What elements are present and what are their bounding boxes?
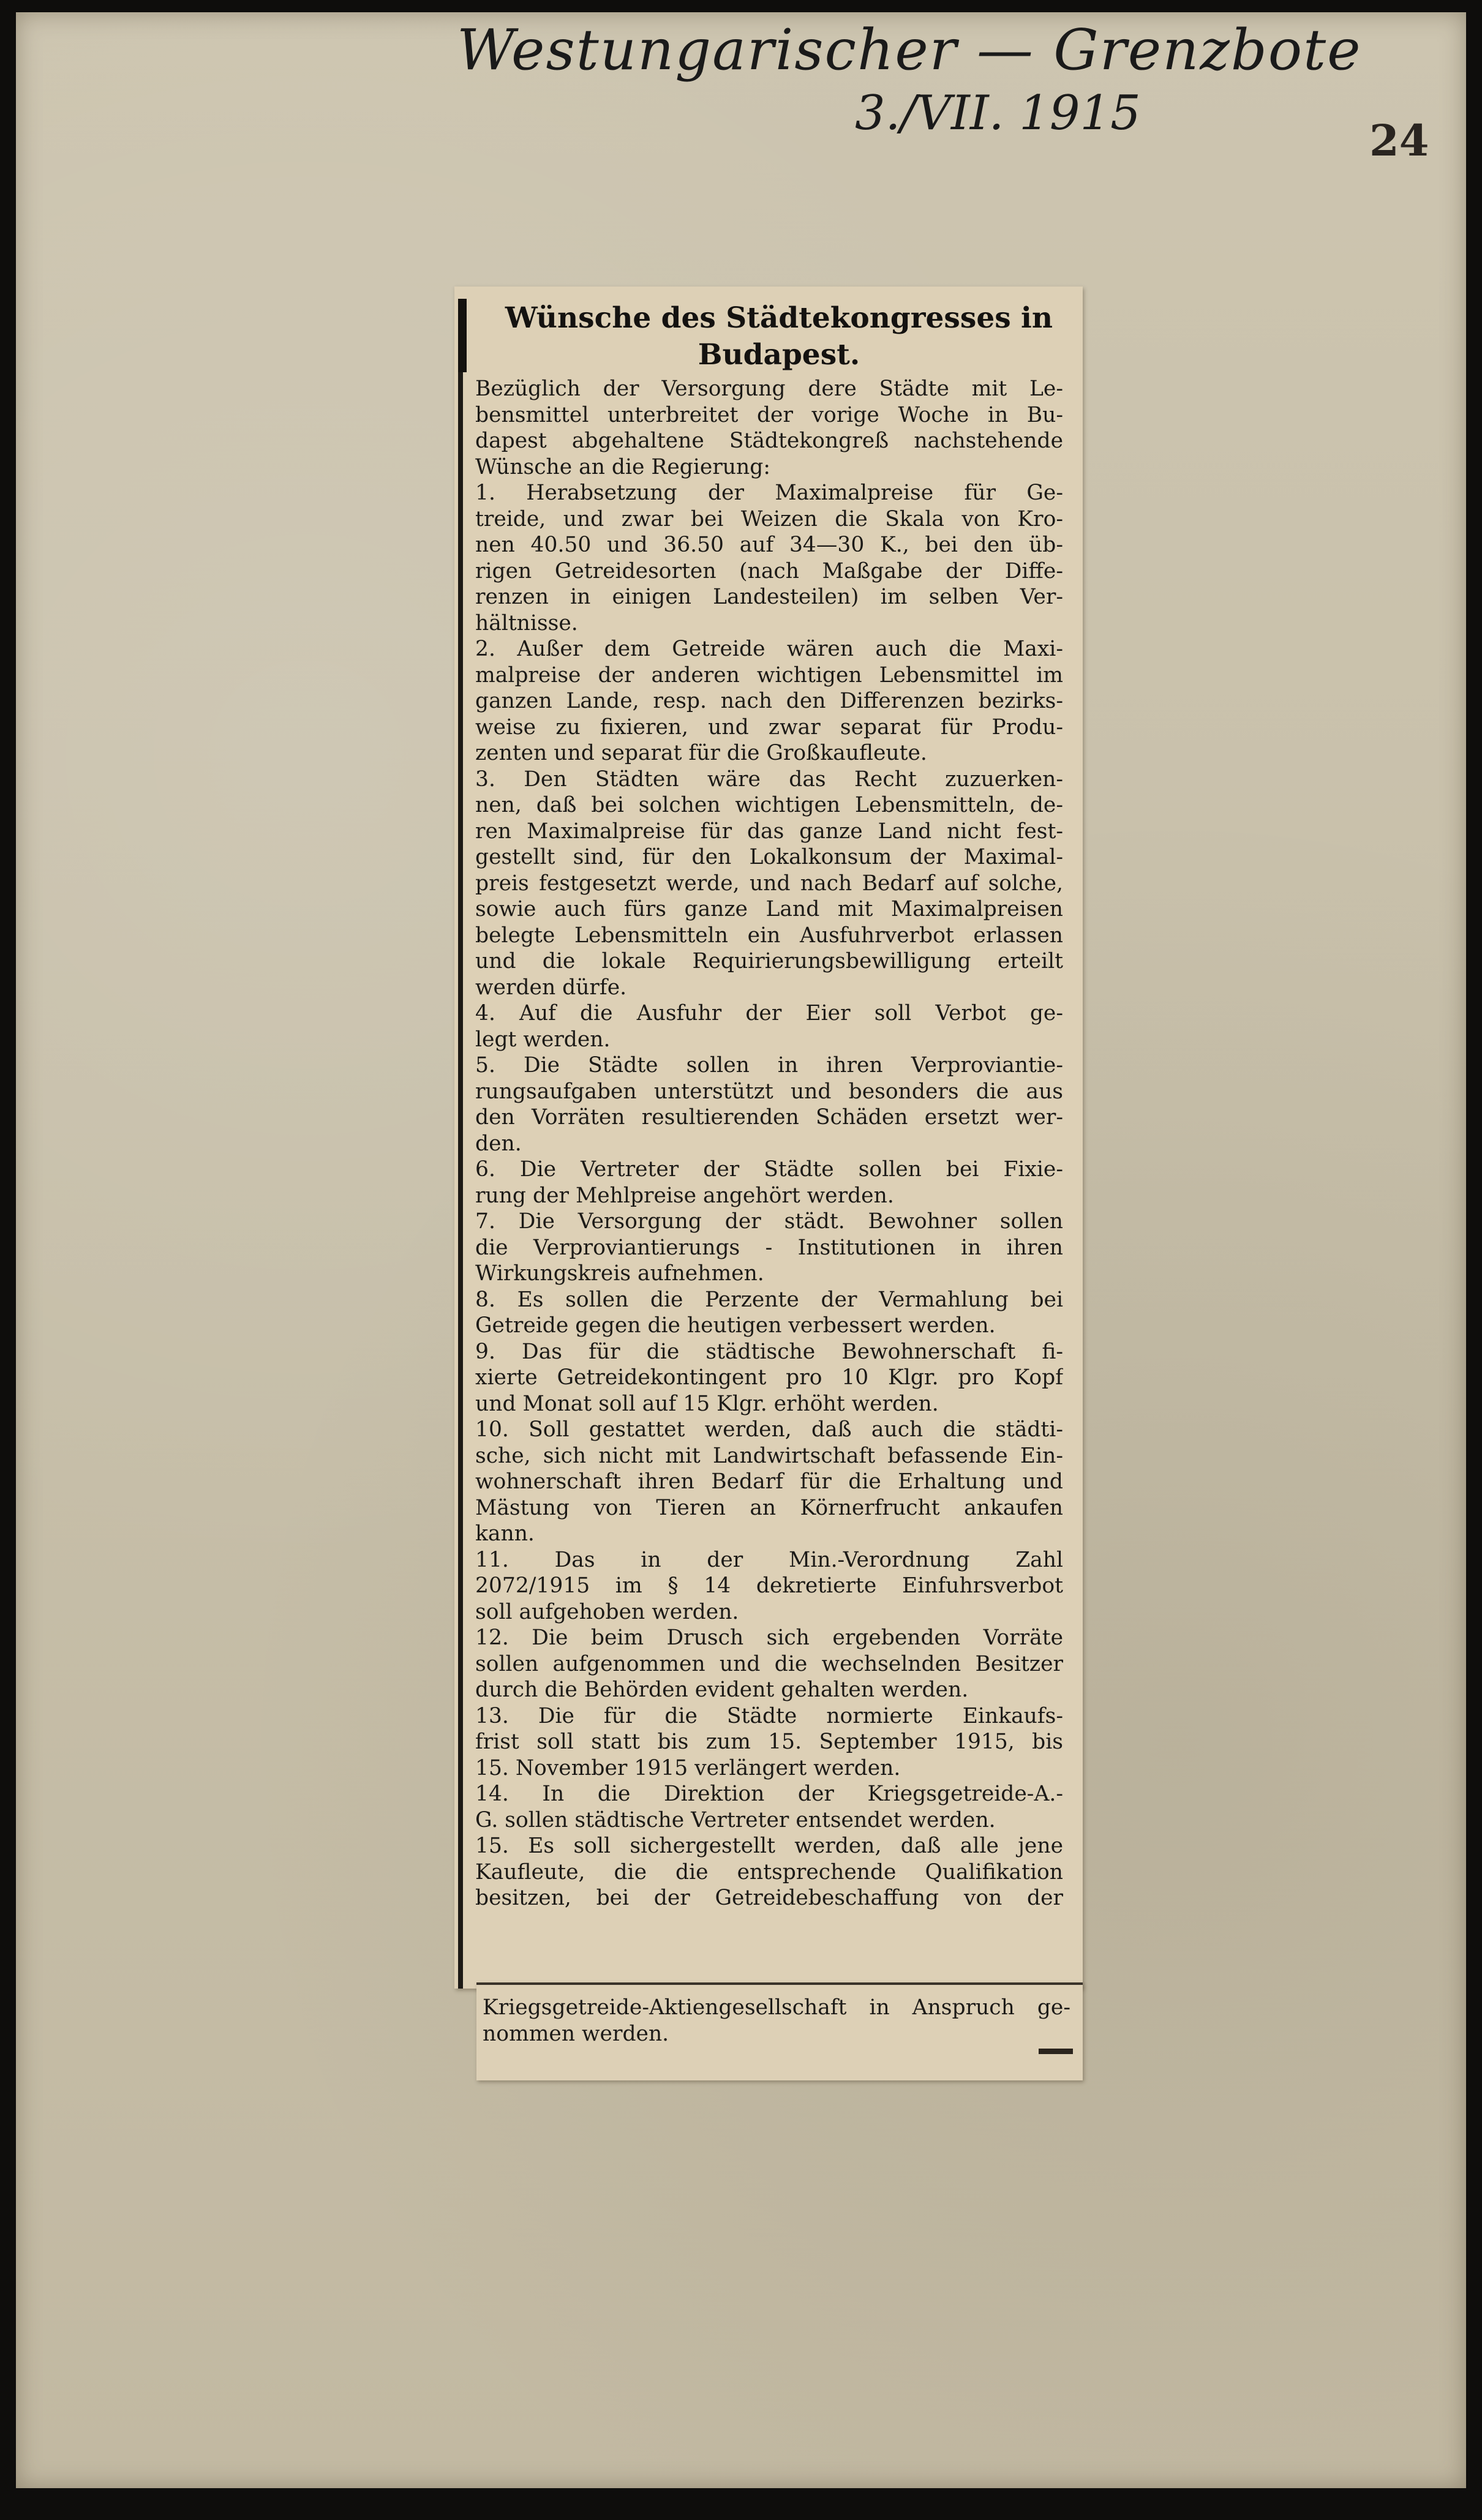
text-line: gestellt sind, für den Lokalkonsum der Maximal- <box>475 845 1063 869</box>
handwritten-title: Westungarischer — Grenzbote <box>457 17 1362 83</box>
text-line: kann. <box>475 1521 535 1546</box>
text-line: den Vorräten resultierenden Schäden ersetzt wer- <box>475 1105 1063 1130</box>
text-line: die Verproviantierungs - Institutionen in ihren <box>475 1235 1063 1260</box>
text-line: malpreise der anderen wichtigen Lebensmittel im <box>475 662 1063 688</box>
text-line: belegte Lebensmitteln ein Ausfuhrverbot erlassen <box>475 923 1063 948</box>
text-line: Getreide gegen die heutigen verbessert werden. <box>475 1313 996 1338</box>
text-line: 7. Die Versorgung der städt. Bewohner sollen <box>475 1209 1063 1234</box>
text-line: Kriegsgetreide-Aktiengesellschaft in Anspruch ge- <box>483 1995 1070 2020</box>
text-line: 13. Die für die Städte normierte Einkaufs- <box>475 1703 1063 1728</box>
text-line: nommen werden. <box>483 2021 669 2046</box>
text-line: xierte Getreidekontingent pro 10 Klgr. pro Kopf <box>475 1365 1063 1390</box>
clipping-edge-mark <box>458 299 467 372</box>
text-line: rungsaufgaben unterstützt und besonders die aus <box>475 1079 1063 1104</box>
ink-mark <box>1039 2049 1073 2054</box>
text-line: nen, daß bei solchen wichtigen Lebensmitteln, de- <box>475 793 1063 817</box>
text-line: renzen in einigen Landesteilen) im selben Ver- <box>475 585 1063 609</box>
text-line: 8. Es sollen die Perzente der Vermahlung bei <box>475 1287 1063 1312</box>
continuation-body <box>483 1995 1070 2047</box>
text-line: sollen aufgenommen und die wechselnden Besitzer <box>475 1651 1063 1676</box>
text-line: durch die Behörden evident gehalten werden. <box>475 1678 969 1702</box>
text-line: Bezüglich der Versorgung dere Städte mit Le- <box>475 377 1063 401</box>
text-line: weise zu fixieren, und zwar separat für Produ- <box>475 714 1063 740</box>
text-line: frist soll statt bis zum 15. September 1915, bis <box>475 1730 1063 1754</box>
text-line: 2072/1915 im § 14 dekretierte Einfuhrsverbot <box>475 1573 1063 1598</box>
text-line: sche, sich nicht mit Landwirtschaft befassende Ein- <box>475 1443 1063 1468</box>
text-line: 15. Es soll sichergestellt werden, daß alle jene <box>475 1834 1063 1858</box>
text-line: sowie auch fürs ganze Land mit Maximalpreisen <box>475 897 1063 921</box>
handwritten-date: 3./VII. 1915 <box>855 86 1141 141</box>
text-line: ren Maximalpreise für das ganze Land nicht fest- <box>475 819 1063 844</box>
text-line: G. sollen städtische Vertreter entsendet werden. <box>475 1807 996 1832</box>
clipping-edge-rule <box>458 299 463 1989</box>
text-line: Mästung von Tieren an Körnerfrucht ankaufen <box>475 1495 1063 1520</box>
text-line: 4. Auf die Ausfuhr der Eier soll Verbot ge- <box>475 1001 1063 1026</box>
clipping-continuation <box>476 1982 1083 2080</box>
text-line: 12. Die beim Drusch sich ergebenden Vorräte <box>475 1626 1063 1650</box>
continuation-rule <box>476 1982 1083 1985</box>
text-line: Kaufleute, die die entsprechende Qualifikation <box>475 1859 1063 1884</box>
text-line: nen 40.50 und 36.50 auf 34—30 K., bei den üb- <box>475 533 1063 557</box>
text-line: 2. Außer dem Getreide wären auch die Maxi- <box>475 637 1063 661</box>
headline-line: Wünsche des Städtekongresses in <box>505 301 1053 335</box>
text-line: 11. Das in der Min.-Verordnung Zahl <box>475 1547 1063 1572</box>
text-line: ganzen Lande, resp. nach den Differenzen bezirks- <box>475 689 1063 713</box>
page-number: 24 <box>1369 115 1429 166</box>
text-line: Wirkungskreis aufnehmen. <box>475 1261 764 1286</box>
text-line: und Monat soll auf 15 Klgr. erhöht werden. <box>475 1391 939 1416</box>
text-line: besitzen, bei der Getreidebeschaffung von der <box>475 1886 1063 1910</box>
text-line: den. <box>475 1131 522 1156</box>
text-line: treide, und zwar bei Weizen die Skala von Kro- <box>475 506 1063 531</box>
text-line: rigen Getreidesorten (nach Maßgabe der Diffe- <box>475 558 1063 583</box>
headline-line: Budapest. <box>698 338 860 372</box>
text-line: wohnerschaft ihren Bedarf für die Erhaltung und <box>475 1469 1063 1494</box>
text-line: 10. Soll gestattet werden, daß auch die städti- <box>475 1417 1063 1442</box>
text-line: dapest abgehaltene Städtekongreß nachstehende <box>475 429 1063 453</box>
text-line: und die lokale Requirierungsbewilligung erteilt <box>475 949 1063 973</box>
text-line: rung der Mehlpreise angehört werden. <box>475 1183 894 1208</box>
text-line: 14. In die Direktion der Kriegsgetreide-A.- <box>475 1782 1063 1806</box>
text-line: 1. Herabsetzung der Maximalpreise für Ge- <box>475 481 1063 505</box>
newspaper-clipping <box>454 287 1083 1989</box>
text-line: zenten und separat für die Großkaufleute. <box>475 741 927 765</box>
text-line: soll aufgehoben werden. <box>475 1599 739 1624</box>
text-line: 9. Das für die städtische Bewohnerschaft fi- <box>475 1339 1063 1364</box>
text-line: preis festgesetzt werde, und nach Bedarf auf solche, <box>475 871 1063 896</box>
text-line: bensmittel unterbreitet der vorige Woche in Bu- <box>475 402 1063 427</box>
text-line: 6. Die Vertreter der Städte sollen bei Fixie- <box>475 1157 1063 1182</box>
text-line: 5. Die Städte sollen in ihren Verproviantie- <box>475 1053 1063 1078</box>
text-line: werden dürfe. <box>475 975 627 1000</box>
text-line: 15. November 1915 verlängert werden. <box>475 1755 901 1780</box>
text-line: hältnisse. <box>475 610 578 636</box>
article-body <box>475 376 1063 1911</box>
article-headline <box>485 300 1073 373</box>
text-line: Wünsche an die Regierung: <box>475 454 770 479</box>
text-line: 3. Den Städten wäre das Recht zuzuerken- <box>475 767 1063 792</box>
text-line: legt werden. <box>475 1027 611 1052</box>
